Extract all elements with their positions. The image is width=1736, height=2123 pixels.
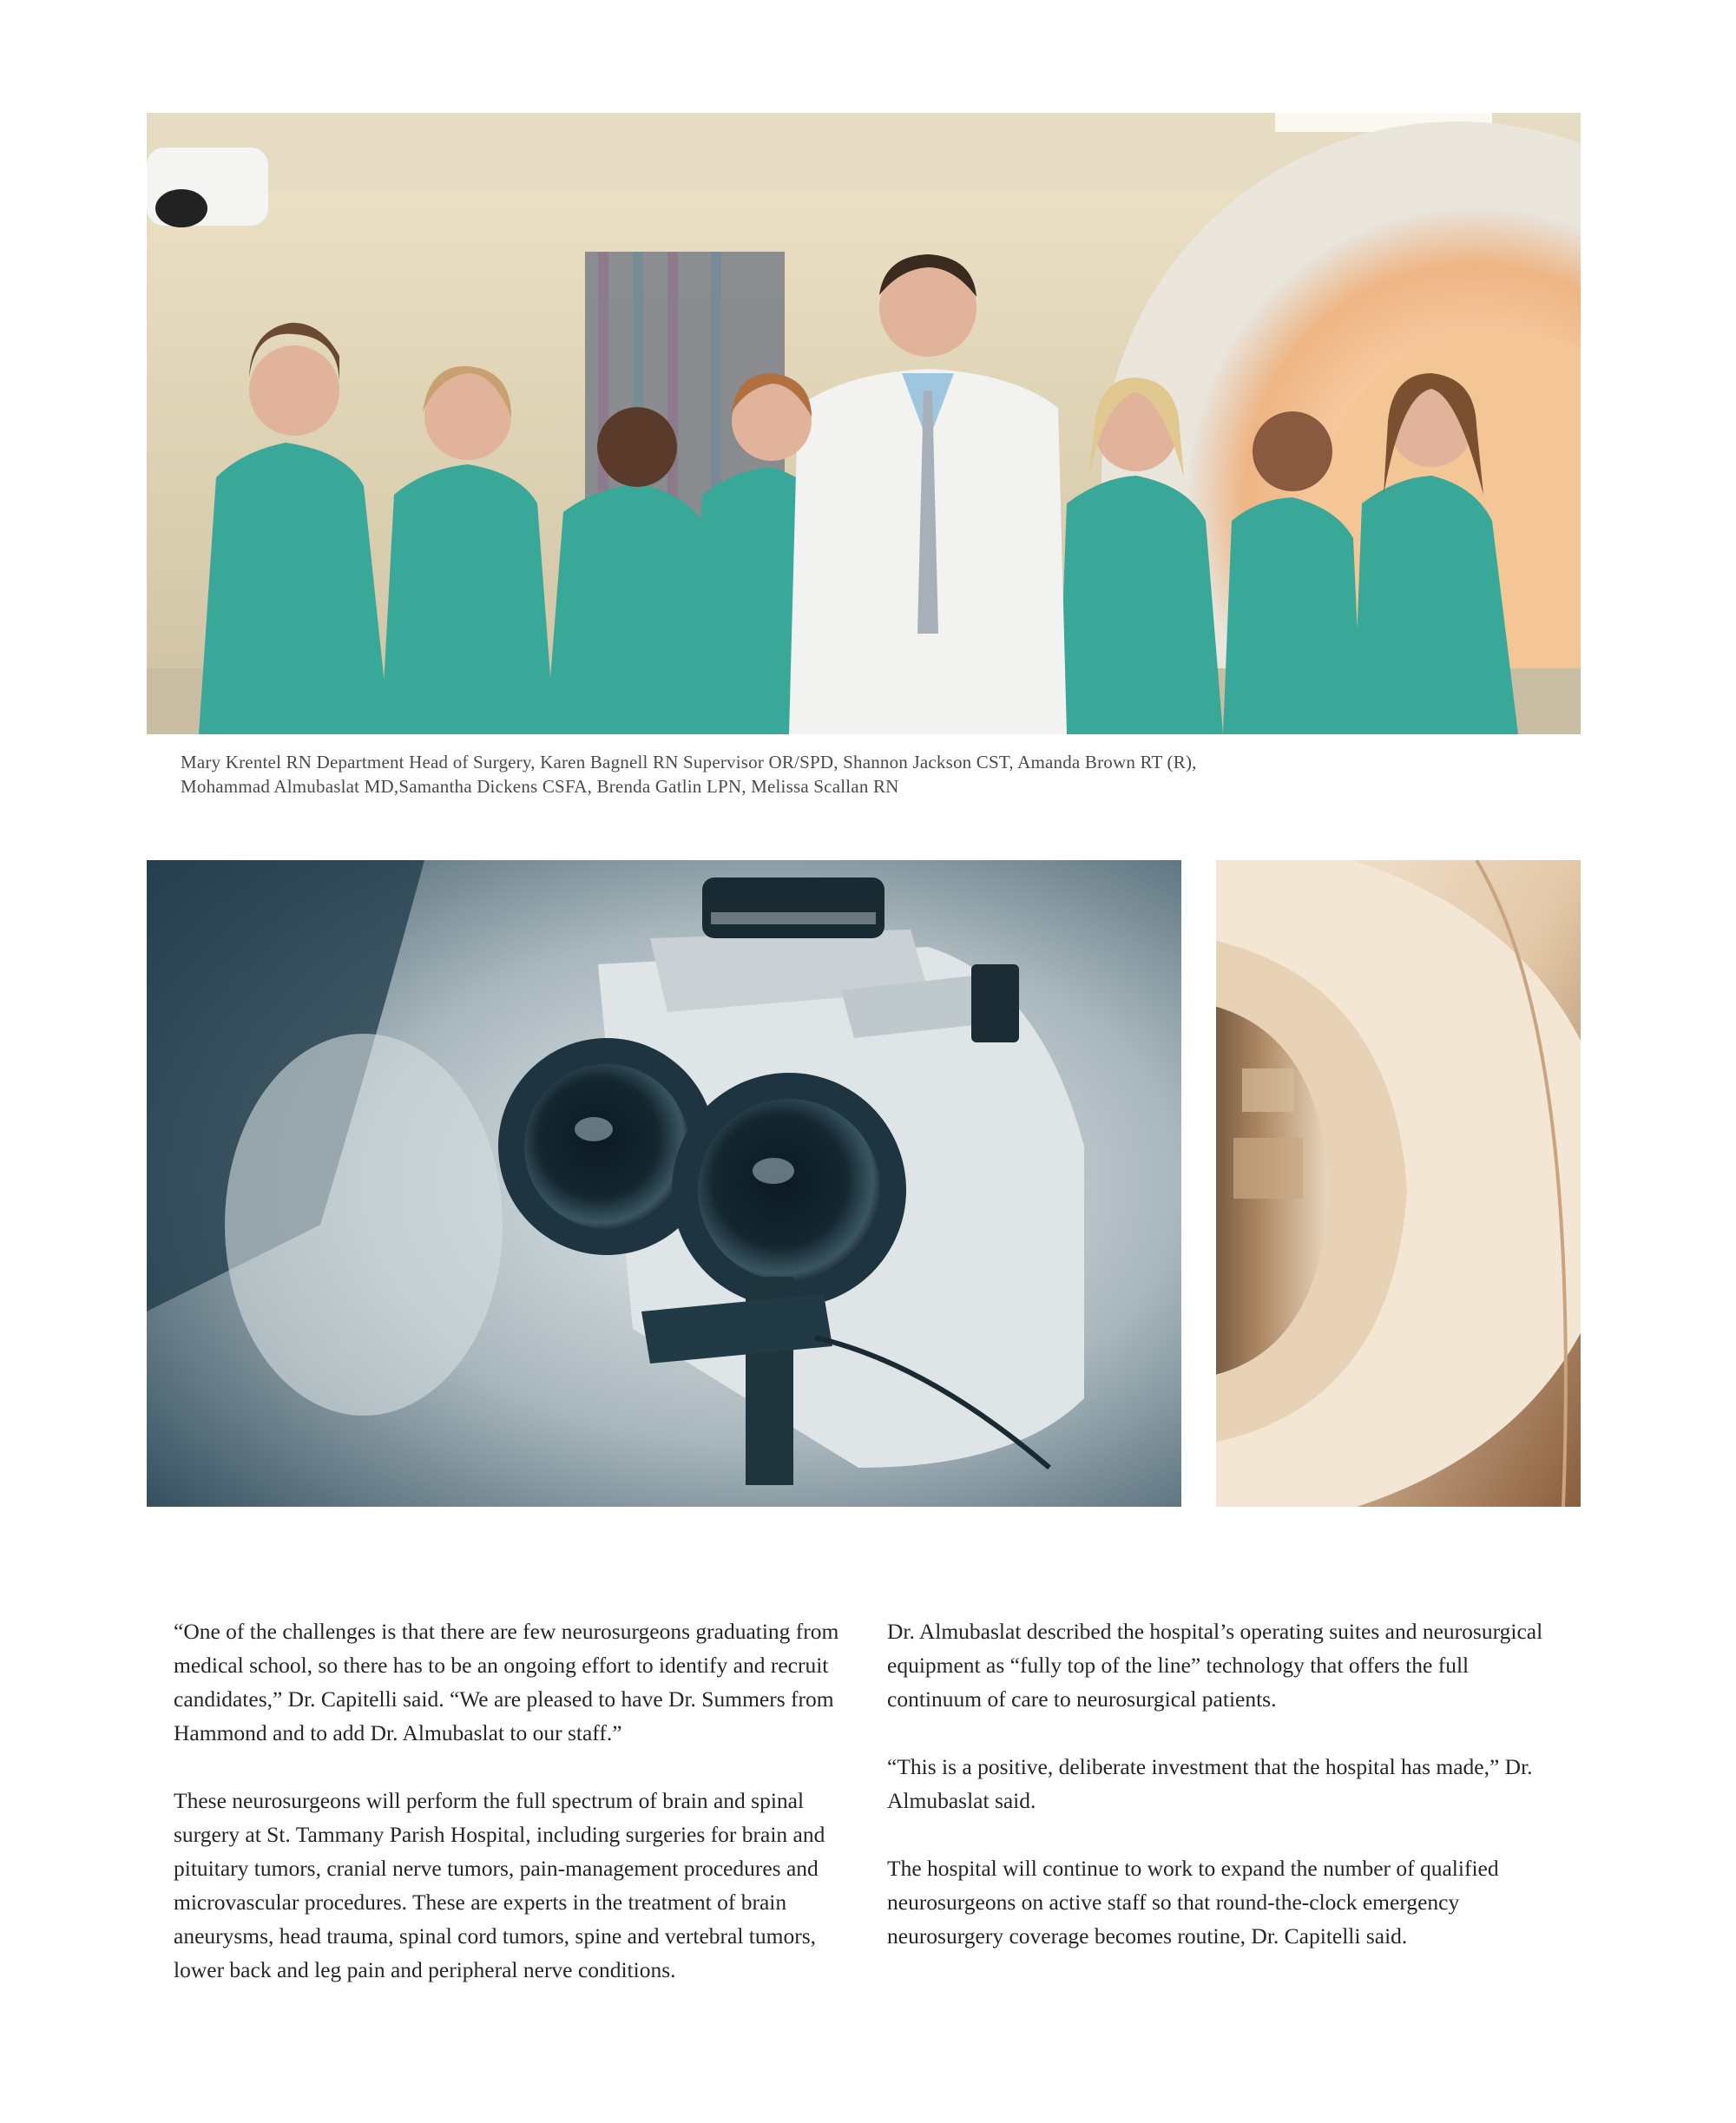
mri-scanner-photo [1216, 860, 1581, 1507]
paragraph-expansion: The hospital will continue to work to expand the number of qualified neurosurgeons on active staff so that round-the-clock emergency neurosurgery coverage becomes routine, Dr. Capitelli said. [887, 1856, 1499, 1949]
surgical-team-photo-icon [147, 113, 1581, 734]
paragraph-spectrum: These neurosurgeons will perform the full spectrum of brain and spinal surgery at St. Tammany Parish Hospital, including surgeries for brain and pituitary tumors, cranial nerve tumors, pain-management procedures and microvascular procedures. These are experts in the treatment of brain aneurysms, head trauma, spinal cord tumors, spine and vertebral tumors, lower back and leg pain and peripheral nerve conditions. [174, 1788, 825, 1982]
paragraph-challenges: “One of the challenges is that there are few neurosurgeons graduating from medical school, so there has to be an ongoing effort to identify and recruit candidates,” Dr. Capitelli said. “We are pleased to have Dr. Summers from Hammond and to add Dr. Almubaslat to our staff.” [174, 1619, 839, 1745]
mri-scanner-photo-icon [1216, 860, 1581, 1507]
paragraph-investment-quote: “This is a positive, deliberate investment that the hospital has made,” Dr. Almubaslat said. [887, 1754, 1533, 1813]
surgical-microscope-photo [147, 860, 1181, 1507]
photo-caption [181, 750, 1396, 799]
article-right-column [887, 1614, 1564, 1953]
caption-line-2: Mohammad Almubaslat MD,Samantha Dickens CSFA, Brenda Gatlin LPN, Melissa Scallan RN [181, 776, 899, 797]
surgical-microscope-photo-icon [147, 860, 1181, 1507]
surgical-team-photo [147, 113, 1581, 734]
article-left-column [174, 1614, 851, 1987]
paragraph-operating-suites: Dr. Almubaslat described the hospital’s operating suites and neurosurgical equipment as “fully top of the line” technology that offers the full continuum of care to neurosurgical patients. [887, 1619, 1543, 1712]
caption-line-1: Mary Krentel RN Department Head of Surgery, Karen Bagnell RN Supervisor OR/SPD, Shannon Jackson CST, Amanda Brown RT (R), [181, 752, 1197, 772]
